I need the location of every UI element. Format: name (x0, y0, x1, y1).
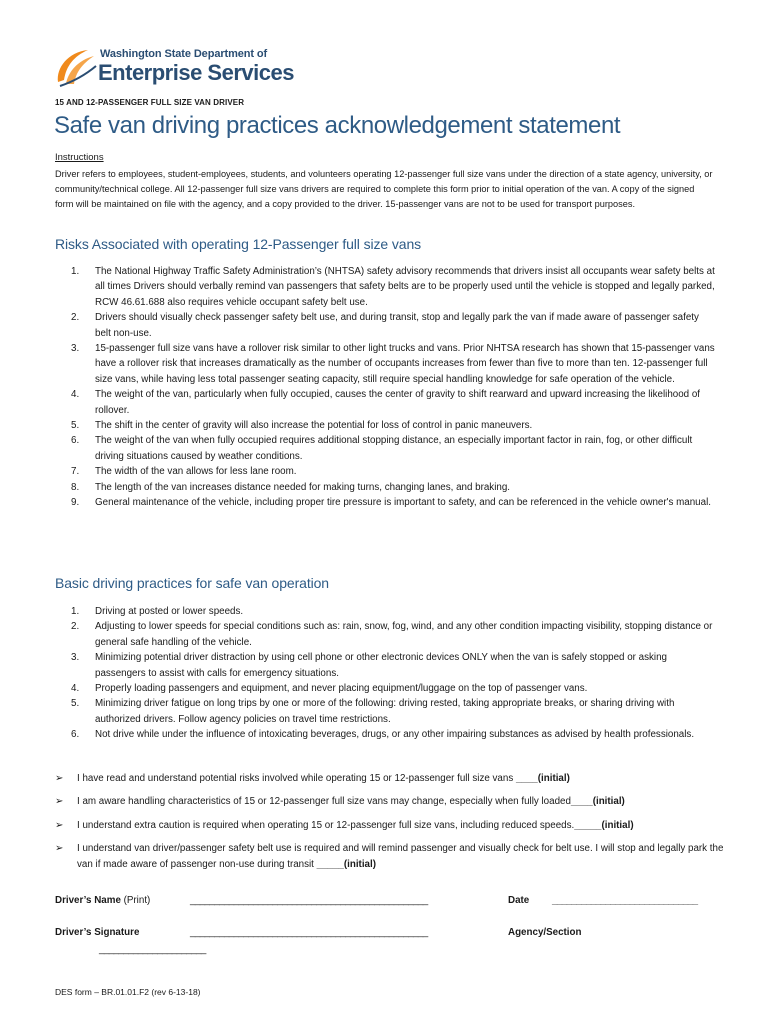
acknowledgements (55, 771, 725, 880)
driver-name-field[interactable]: _________________________________________________ (190, 895, 428, 906)
org-name: Washington State Department of (100, 48, 268, 60)
item-number: 1. (71, 266, 80, 277)
practice-item (55, 696, 715, 727)
practice-item (55, 604, 715, 619)
driver-signature-label-bold: Driver’s Signature (55, 927, 140, 938)
item-number: 3. (71, 652, 80, 664)
risk-item (55, 464, 715, 479)
risks-heading: Risks Associated with operating 12-Passenger full size vans (55, 236, 422, 252)
date-label: Date (508, 895, 530, 906)
item-number: 6. (71, 729, 80, 741)
item-number: 6. (71, 435, 80, 447)
arrowhead-bullet-icon: ➢ (55, 796, 64, 808)
initial-field[interactable]: _____(initial) (316, 858, 376, 870)
item-text: The National Highway Traffic Safety Administration’s (NHTSA) safety advisory recommends that drivers insist all occupants wear safety belts at all times Drivers should verbally remind van passengers that safety belts are to be properly used until the vehicle is stopped and legally parked, RCW 46.61.688 also requires vehicle occupant safety belt use. (95, 266, 715, 308)
item-number: 2. (71, 312, 80, 324)
practice-item (55, 619, 715, 650)
item-text: Properly loading passengers and equipment, and never placing equipment/luggage on the top of passenger vans. (95, 683, 588, 695)
driver-name-label-suffix: (Print) (120, 895, 151, 906)
brand-name: Enterprise Services (98, 60, 294, 85)
practice-item (55, 727, 715, 742)
initial-field[interactable]: ____(initial) (570, 796, 625, 808)
form-id-footer: DES form – BR.01.01.F2 (rev 6-13-18) (55, 987, 201, 997)
risks-list (55, 264, 715, 511)
risk-item (55, 480, 715, 495)
item-number: 1. (71, 606, 80, 617)
page-title: Safe van driving practices acknowledgement statement (54, 112, 621, 139)
instructions-text: Driver refers to employees, student-employees, students, and volunteers operating 12-passenger full size vans under the direction of a state agency, university, or community/technical college. All 12-passenger full size vans drivers are required to complete this form prior to initial operation of the van. A copy of the signed form will be maintained on file with the agency, and a copy provided to the driver. 15-passenger vans are not to be used for transport purposes. (55, 169, 713, 210)
risk-item (55, 264, 715, 310)
arrowhead-bullet-icon: ➢ (55, 843, 64, 855)
item-number: 4. (71, 389, 80, 401)
date-field[interactable]: ______________________________ (552, 895, 698, 906)
instructions-label: Instructions (55, 152, 104, 163)
practices-list (55, 604, 715, 743)
ack-text: I have read and understand potential risks involved while operating 15 or 12-passenger full size vans (77, 773, 516, 784)
risk-item (55, 341, 715, 387)
item-text: Drivers should visually check passenger safety belt use, and during transit, stop and legally park the van if made aware of passenger safety belt non-use. (95, 312, 699, 339)
item-number: 9. (71, 497, 80, 509)
driver-signature-row (55, 927, 725, 943)
acknowledgement-item (55, 818, 725, 833)
item-text: The weight of the van when fully occupied requires additional stopping distance, an especially important factor in rain, fog, or other difficult driving situations caused by weather conditions. (95, 435, 693, 462)
ack-text: I am aware handling characteristics of 15 or 12-passenger full size vans may change, especially when fully loaded (77, 796, 571, 808)
item-number: 3. (71, 343, 80, 355)
item-number: 7. (71, 466, 80, 478)
driver-name-row (55, 895, 725, 911)
risk-item (55, 495, 715, 510)
acknowledgement-item (55, 771, 725, 786)
risk-item (55, 433, 715, 464)
item-number: 2. (71, 621, 80, 633)
practice-item (55, 681, 715, 696)
item-text: General maintenance of the vehicle, including proper tire pressure is important to safety, and can be referenced in the vehicle owner's manual. (95, 497, 711, 509)
item-number: 8. (71, 481, 80, 493)
item-text: Minimizing driver fatigue on long trips by one or more of the following: driving rested, taking appropriate breaks, or sharing driving with authorized drivers. Follow agency policies on travel time restrictions. (95, 698, 675, 725)
practice-item (55, 650, 715, 681)
item-text: 15-passenger full size vans have a rollover risk similar to other light trucks and vans. Prior NHTSA research has shown that 15-passenger vans have a rollover risk that increases dramatically as the number of occupants increases from fewer than five to more than ten. 12-passenger full size vans, while having less total passenger seating capacity, still require special handling knowledge for safe operation of the vehicle. (95, 343, 715, 385)
arrowhead-bullet-icon: ➢ (55, 773, 64, 784)
item-text: The weight of the van, particularly when fully occupied, causes the center of gravity to shift rearward and upward increasing the likelihood of rollover. (95, 389, 701, 416)
item-number: 5. (71, 698, 80, 710)
risk-item (55, 310, 715, 341)
item-text: Adjusting to lower speeds for special conditions such as: rain, snow, fog, wind, and any other condition impacting visibility, stopping distance or general safe handling of the vehicle. (95, 621, 713, 648)
driver-name-label (55, 895, 150, 906)
driver-name-label-bold: Driver’s Name (55, 895, 121, 906)
risk-item (55, 418, 715, 433)
initial-field[interactable]: _____(initial) (574, 819, 634, 831)
agency-section-field[interactable]: ______________________ (99, 944, 206, 955)
form-subtitle: 15 AND 12-PASSENGER FULL SIZE VAN DRIVER (55, 98, 245, 107)
des-swoosh-logo-icon (54, 46, 98, 88)
driver-signature-label (55, 927, 139, 938)
acknowledgement-item (55, 794, 725, 809)
item-text: Driving at posted or lower speeds. (95, 606, 244, 617)
item-number: 5. (71, 420, 80, 432)
item-text: Not drive while under the influence of intoxicating beverages, drugs, or any other impairing substances as advised by health professionals. (95, 729, 695, 741)
driver-signature-field[interactable]: _________________________________________________ (190, 927, 428, 938)
item-number: 4. (71, 683, 80, 695)
agency-section-label: Agency/Section (508, 927, 582, 938)
des-logo (54, 46, 294, 88)
item-text: Minimizing potential driver distraction by using cell phone or other electronic devices ONLY when the van is safely stopped or asking passengers to assist with calls for emergency situations. (95, 652, 667, 679)
item-text: The width of the van allows for less lane room. (95, 466, 297, 478)
arrowhead-bullet-icon: ➢ (55, 819, 64, 831)
initial-field[interactable]: ____(initial) (515, 773, 570, 784)
practices-heading: Basic driving practices for safe van operation (55, 575, 329, 591)
acknowledgement-item (55, 841, 725, 872)
ack-text: I understand van driver/passenger safety belt use is required and will remind passenger and visually check for belt use. I will stop and legally park the van if made aware of passenger non-use during transit (77, 843, 724, 870)
risk-item (55, 387, 715, 418)
item-text: The length of the van increases distance needed for making turns, changing lanes, and braking. (95, 481, 510, 493)
ack-text: I understand extra caution is required when operating 15 or 12-passenger full size vans, including reduced speeds. (77, 819, 575, 831)
item-text: The shift in the center of gravity will also increase the potential for loss of control in panic maneuvers. (95, 420, 533, 432)
